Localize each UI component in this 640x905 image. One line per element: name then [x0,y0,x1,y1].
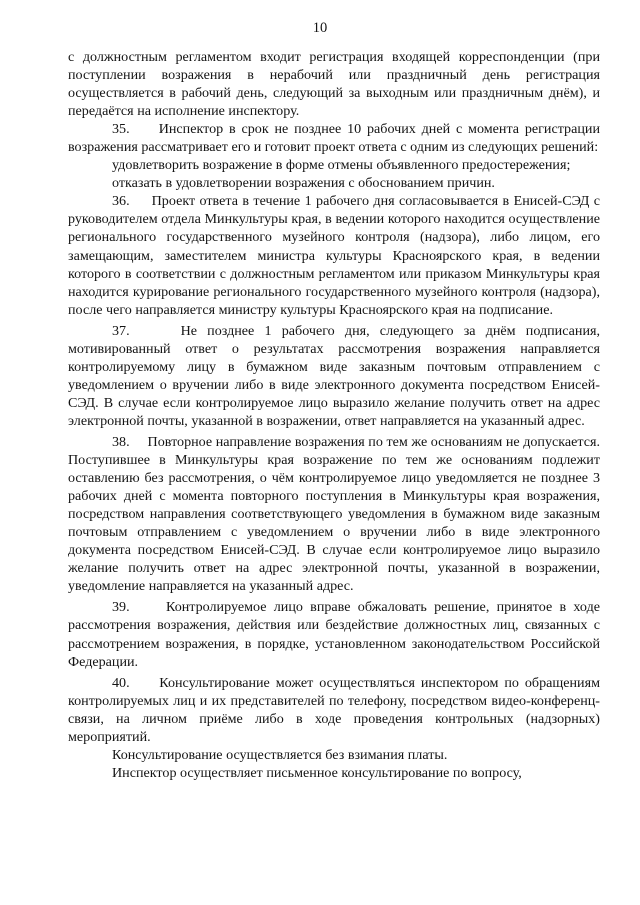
option-refuse: отказать в удовлетворении возражения с обоснованием причин. [112,175,495,192]
paragraph-35: 35. Инспектор в срок не позднее 10 рабочих дней с момента регистрации возражения рассматривает его и готовит проект ответа с одним из следующих решений: [68,121,600,156]
paragraph-40: 40. Консультирование может осуществляться инспектором по обращениям контролируемых лиц и их представителей по телефону, посредством видео-конференц-связи, на личном приёме либо в ходе проведения контрольных (надзорных) мероприятий. [68,674,600,745]
document-body [68,48,600,782]
paragraph-continuation: с должностным регламентом входит регистрация входящей корреспонденции (при поступлении возражения в нерабочий или праздничный день регистрация осуществляется в рабочий день, следующий за выходным или праздничным днём), и передаётся на исполнение инспектору. [68,49,600,120]
paragraph-36: 36. Проект ответа в течение 1 рабочего дня согласовывается в Енисей-СЭД с руководителем отдела Минкультуры края, в ведении которого находится осуществление регионального государственного музейного контроля (надзора), либо лицом, его замещающим, заместителем министра культуры Красноярского края, в ведении которого в соответствии с должностным регламентом или приказом Минкультуры края находится курирование регионального государственного музейного контроля (надзора), после чего направляется министру культуры Красноярского края на подписание. [68,193,600,318]
page-number: 10 [312,20,328,36]
paragraph-38: 38. Повторное направление возражения по тем же основаниям не допускается. Поступившее в Минкультуры края возражение по тем же основаниям подлежит оставлению без рассмотрения, о чём контролируемое лицо уведомляется не позднее 3 рабочих дней с момента повторного поступления в Минкультуры края возражения, посредством направления соответствующего уведомления в бумажном виде заказным почтовым отправлением с уведомлением о вручении либо в виде электронного документа посредством Енисей-СЭД. В случае если контролируемое лицо выразило желание получить ответ на адрес электронной почты, указанной в возражении, уведомление направляется на указанный адрес. [68,433,600,595]
option-satisfy: удовлетворить возражение в форме отмены объявленного предостережения; [112,157,571,174]
paragraph-written-consultation: Инспектор осуществляет письменное консультирование по вопросу, [112,764,522,781]
paragraph-free-consultation: Консультирование осуществляется без взимания платы. [112,746,448,763]
paragraph-37: 37. Не позднее 1 рабочего дня, следующего за днём подписания, мотивированный ответ о результатах рассмотрения возражения направляется контролируемому лицу в бумажном виде заказным почтовым отправлением с уведомлением о вручении либо в виде электронного документа посредством Енисей-СЭД. В случае если контролируемое лицо выразило желание получить ответ на адрес электронной почты, указанной в возражении, ответ направляется на указанный адрес. [68,322,600,429]
paragraph-39: 39. Контролируемое лицо вправе обжаловать решение, принятое в ходе рассмотрения возражения, действия или бездействие должностных лиц, связанных с рассмотрением возражения, в порядке, установленном законодательством Российской Федерации. [68,599,600,670]
